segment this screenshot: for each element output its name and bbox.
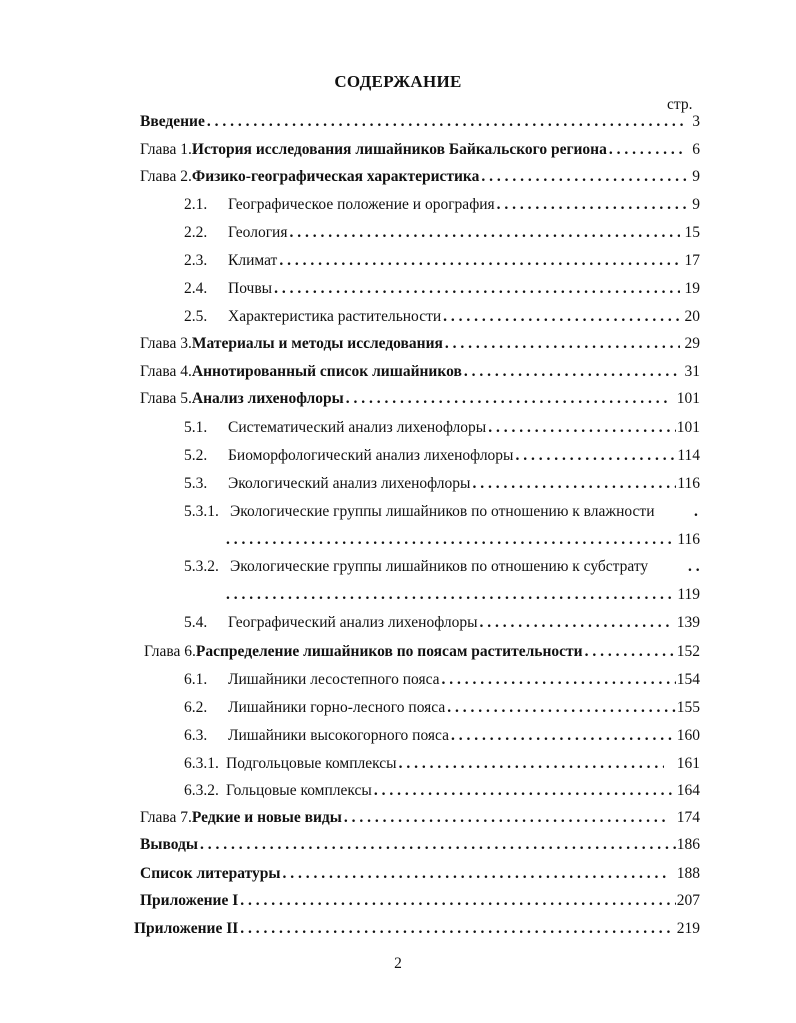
toc-entry-page: 116 (677, 475, 700, 492)
dot-leader (287, 223, 680, 243)
toc-entry-title: Экологические группы лишайников по отношению к субстрату (230, 558, 649, 575)
toc-entry-title: Географическое положение и орография (228, 196, 495, 213)
toc-entry-page: 6 (692, 141, 700, 158)
toc-entry-page: 152 (676, 643, 700, 660)
toc-entry-page: 114 (677, 447, 700, 464)
toc-section-number: 6.2. (184, 699, 208, 716)
toc-entry-title: Аннотированный список лишайников (191, 363, 462, 380)
toc-section-number: 5.4. (184, 614, 208, 631)
toc-entry-page: 9 (692, 196, 700, 213)
toc-entry[interactable] (0, 557, 796, 607)
toc-entry[interactable] (0, 642, 796, 662)
dot-leader (344, 389, 668, 409)
toc-entry-page: 188 (676, 865, 700, 882)
toc-chapter-number: Глава 5. (140, 390, 192, 407)
toc-section-number: 2.3. (184, 252, 208, 269)
toc-entry[interactable] (0, 835, 796, 855)
toc-entry-title: Характеристика растительности (228, 308, 442, 325)
page-column-label: стр. (667, 96, 693, 113)
toc-entry-page: 29 (684, 335, 700, 352)
dot-leader (280, 864, 668, 884)
toc-section-number: 6.3.1. (184, 755, 219, 772)
toc-chapter-number: Глава 7. (140, 809, 192, 826)
dot-leader (342, 808, 668, 828)
toc-entry-page: 219 (676, 920, 700, 937)
toc-entry-title: Гольцовые комплексы (226, 782, 372, 799)
toc-entry-title: История исследования лишайников Байкальского региона (191, 141, 607, 158)
toc-entry[interactable] (0, 613, 796, 633)
dot-leader (372, 781, 676, 801)
toc-chapter-number: Глава 3. (140, 335, 192, 352)
toc-entry-title: Почвы (228, 280, 273, 297)
toc-entry-title: Введение (140, 113, 205, 130)
dot-leader (272, 279, 680, 299)
toc-entry-page: 101 (676, 419, 700, 436)
toc-entry[interactable] (0, 474, 796, 494)
toc-entry-page: 139 (676, 614, 700, 631)
toc-chapter-number: Глава 2. (140, 168, 192, 185)
toc-entry-page: 160 (676, 727, 700, 744)
dot-leader (205, 112, 688, 132)
toc-entry-page: 207 (676, 892, 700, 909)
toc-entry[interactable] (0, 334, 796, 354)
toc-section-number: 6.3.2. (184, 782, 219, 799)
toc-entry-title: Географический анализ лихенофлоры (228, 614, 478, 631)
toc-entry[interactable] (0, 251, 796, 271)
toc-section-number: 2.5. (184, 308, 208, 325)
toc-entry[interactable] (0, 223, 796, 243)
dot-leader (397, 754, 664, 774)
toc-entry-title: Подгольцовые комплексы (226, 755, 397, 772)
toc-entry-title: Лишайники высокогорного пояса (228, 727, 450, 744)
toc-entry[interactable] (0, 446, 796, 466)
toc-entry[interactable] (0, 781, 796, 801)
dot-leader (224, 585, 676, 605)
toc-entry[interactable] (0, 864, 796, 884)
toc-entry[interactable] (0, 502, 796, 552)
dot-leader (449, 726, 672, 746)
toc-entry-title: Анализ лихенофлоры (191, 390, 344, 407)
toc-section-number: 2.2. (184, 224, 208, 241)
toc-entry-page: 154 (676, 671, 700, 688)
toc-entry[interactable] (0, 307, 796, 327)
toc-entry-title: Физико-географическая характеристика (191, 168, 480, 185)
toc-entry[interactable] (0, 389, 796, 409)
toc-entry-page: 101 (676, 390, 700, 407)
toc-entry-title: Распределение лишайников по поясам растительности (195, 643, 583, 660)
toc-entry-title: Редкие и новые виды (191, 809, 342, 826)
toc-entry-page: 164 (676, 782, 700, 799)
dot-leader (198, 835, 676, 855)
toc-entry-title: Выводы (140, 836, 198, 853)
toc-entry-page: 15 (684, 224, 700, 241)
toc-entry-title: Экологические группы лишайников по отношению к влажности (230, 503, 655, 520)
toc-chapter-number: Глава 4. (140, 363, 192, 380)
toc-entry-page: 116 (677, 531, 700, 548)
trailing-dots: . . (688, 558, 700, 575)
toc-entry-title: Экологический анализ лихенофлоры (228, 475, 471, 492)
toc-entry-page: 20 (684, 308, 700, 325)
toc-entry-page: 9 (692, 168, 700, 185)
toc-entry-title: Лишайники горно-лесного пояса (228, 699, 446, 716)
toc-entry-page: 19 (684, 280, 700, 297)
toc-entry-title: Геология (228, 224, 288, 241)
toc-entry[interactable] (0, 808, 796, 828)
toc-entry-title: Список литературы (140, 865, 281, 882)
toc-section-number: 5.1. (184, 419, 208, 436)
toc-section-number: 2.4. (184, 280, 208, 297)
toc-section-number: 2.1. (184, 196, 208, 213)
toc-entry-page: 174 (676, 809, 700, 826)
toc-entry-title: Материалы и методы исследования (191, 335, 443, 352)
toc-entry-page: 3 (692, 113, 700, 130)
toc-entry[interactable] (0, 698, 796, 718)
toc-chapter-number: Глава 6. (144, 643, 196, 660)
toc-entry-title: Приложение II (134, 920, 239, 937)
dot-leader (238, 919, 672, 939)
toc-entry[interactable] (0, 167, 796, 187)
page-number: 2 (394, 955, 402, 972)
dot-leader (238, 891, 676, 911)
toc-entry[interactable] (0, 726, 796, 746)
toc-entry[interactable] (0, 112, 796, 132)
toc-entry-title: Климат (228, 252, 278, 269)
toc-entry-page: 31 (684, 363, 700, 380)
toc-section-number: 5.2. (184, 447, 208, 464)
toc-entry[interactable] (0, 418, 796, 438)
toc-entry[interactable] (0, 140, 796, 160)
toc-section-number: 6.1. (184, 671, 208, 688)
toc-entry[interactable] (0, 919, 796, 939)
toc-entry[interactable] (0, 891, 796, 911)
toc-entry[interactable] (0, 754, 796, 774)
toc-entry-page: 17 (684, 252, 700, 269)
dot-leader (277, 251, 680, 271)
toc-entry-page: 119 (677, 586, 700, 603)
page-title: СОДЕРЖАНИЕ (334, 72, 462, 91)
toc-section-number: 5.3.1. (184, 503, 219, 520)
toc-entry[interactable] (0, 362, 796, 382)
toc-entry-title: Биоморфологический анализ лихенофлоры (228, 447, 514, 464)
toc-section-number: 5.3.2. (184, 558, 219, 575)
dot-leader (224, 530, 676, 550)
toc-entry-page: 186 (676, 836, 700, 853)
toc-entry-page: 155 (676, 699, 700, 716)
toc-entry[interactable] (0, 195, 796, 215)
toc-entry-page: 161 (676, 755, 700, 772)
toc-section-number: 6.3. (184, 727, 208, 744)
trailing-dot: . (694, 503, 698, 520)
toc-chapter-number: Глава 1. (140, 141, 192, 158)
toc-entry-title: Приложение I (140, 892, 239, 909)
toc-entry-title: Систематический анализ лихенофлоры (228, 419, 487, 436)
toc-entry-title: Лишайники лесостепного пояса (228, 671, 440, 688)
toc-section-number: 5.3. (184, 475, 208, 492)
toc-entry[interactable] (0, 279, 796, 299)
toc-entry[interactable] (0, 670, 796, 690)
